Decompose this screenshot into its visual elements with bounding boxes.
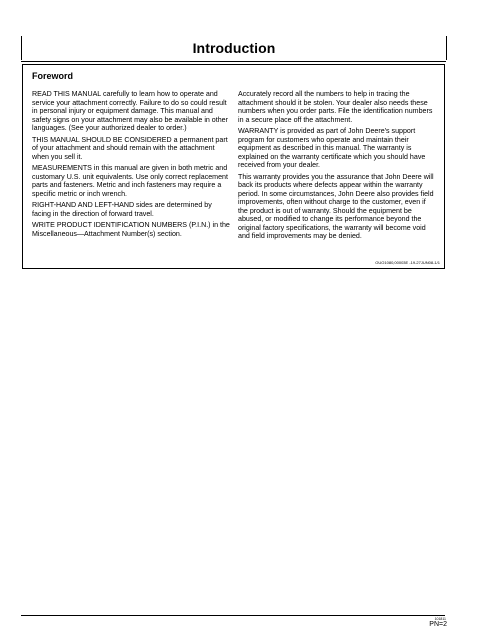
footer-code: 101811 <box>434 617 446 621</box>
right-column <box>238 90 436 244</box>
left-column <box>32 90 230 241</box>
paragraph-record-numbers: Accurately record all the numbers to help in tracing the attachment should it be stolen. Your dealer also needs these numbers when you order parts. File the identification numbers in a secure place off the attachment. <box>238 90 433 124</box>
page-title: Introduction <box>192 40 276 56</box>
header-divider <box>21 61 446 62</box>
paragraph-measurements: MEASUREMENTS in this manual are given in both metric and customary U.S. unit equivalents. Use only correct replacement parts and fasteners. Metric and inch fasteners may require a specific metric or inch wrench. <box>32 164 228 198</box>
footer-divider <box>21 615 445 616</box>
paragraph-sides: RIGHT-HAND AND LEFT-HAND sides are determined by facing in the direction of forward travel. <box>32 201 212 218</box>
paragraph-read-manual: READ THIS MANUAL carefully to learn how to operate and service your attachment correctly. Failure to do so could result in personal injury or equipment damage. This manual and safety signs on your attachment may also be available in other languages. (See your authorized dealer to order.) <box>32 90 228 132</box>
page-number: PN=2 <box>429 621 447 628</box>
paragraph-permanent-part: THIS MANUAL SHOULD BE CONSIDERED a permanent part of your attachment and should remain with the attachment when you sell it. <box>32 135 228 161</box>
section-heading: Foreword <box>32 71 74 81</box>
paragraph-warranty-assurance: This warranty provides you the assurance that John Deere will back its products where defects appear within the warranty period. In some circumstances, John Deere also provides field improvements, often without charge to the customer, even if the product is out of warranty. Should the equipment be abused, or modified to change its performance beyond the original factory specifications, the warranty will become void and field improvements may be denied. <box>238 172 434 240</box>
document-reference: OUO1080,00003E -19-27JUN08-1/1 <box>375 260 440 265</box>
paragraph-pin: WRITE PRODUCT IDENTIFICATION NUMBERS (P.I.N.) in the Miscellaneous—Attachment Number(s) section. <box>32 221 230 238</box>
page-header <box>21 36 447 60</box>
foreword-section <box>22 64 445 269</box>
paragraph-warranty: WARRANTY is provided as part of John Deere's support program for customers who operate and maintain their equipment as described in this manual. The warranty is explained on the warranty certificate which you should have received from your dealer. <box>238 127 426 169</box>
